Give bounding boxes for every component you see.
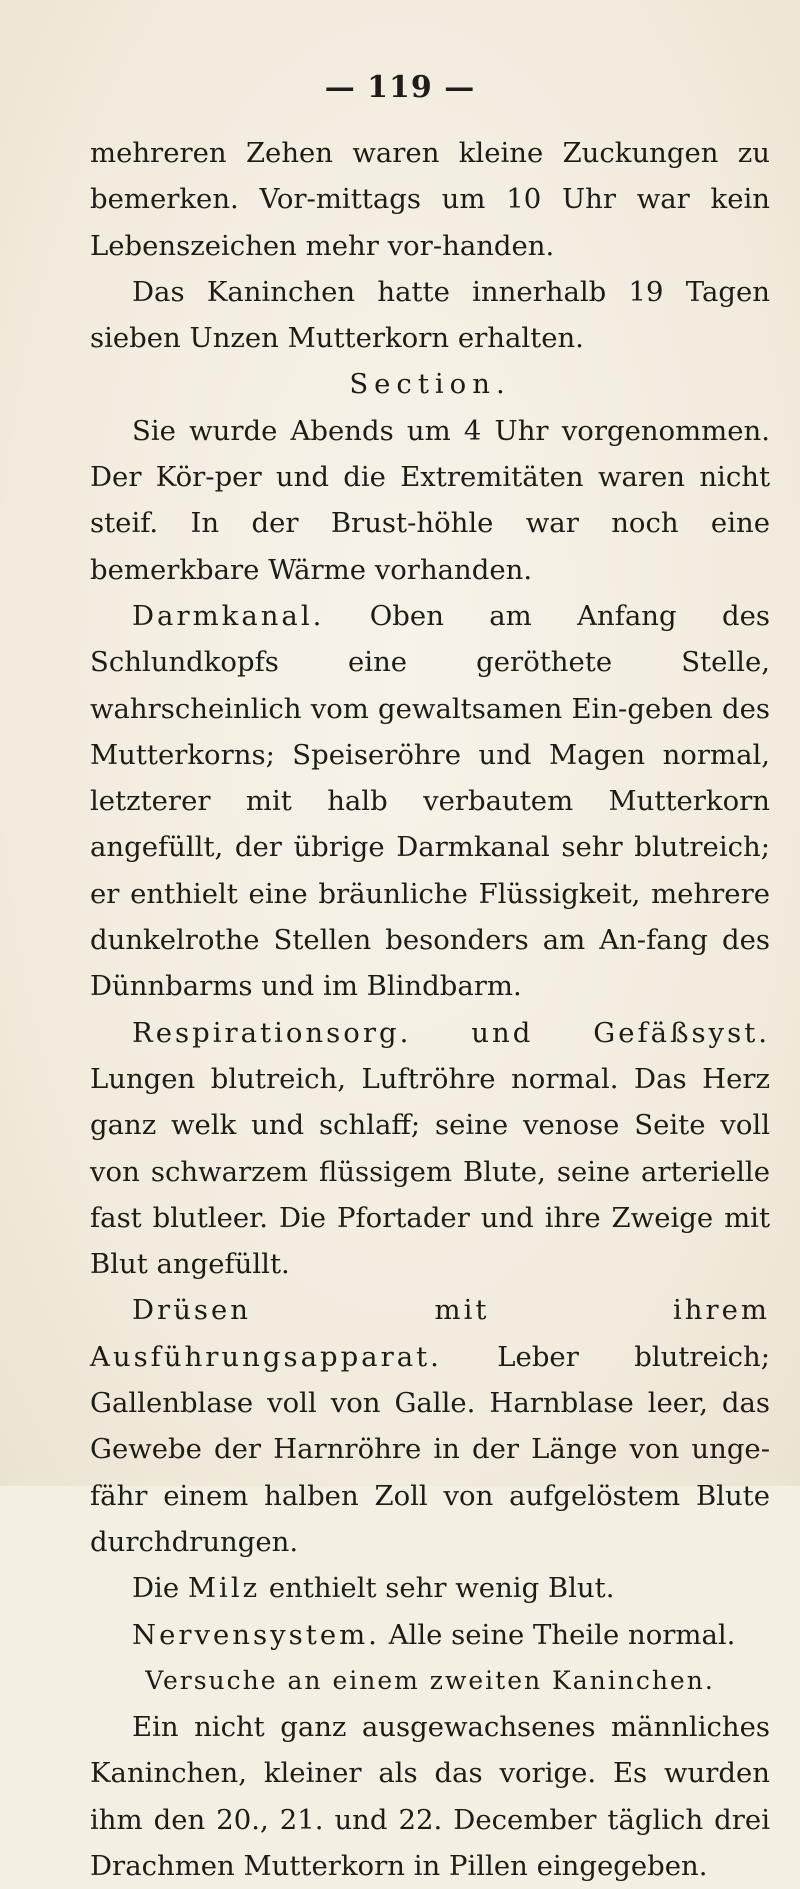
respiration-text: Lungen blutreich, Luftröhre normal. Das Herz ganz welk und schlaff; seine venose Seite voll von schwarzem flüssigem Blute, seine arterielle fast blutleer. Die Pfortader und ihre Zweige mit Blut angefüllt.: [90, 1062, 770, 1281]
nerven-heading: Nervensystem.: [132, 1618, 380, 1651]
milz-paragraph: [90, 1565, 770, 1611]
respiration-paragraph: [90, 1010, 770, 1288]
darmkanal-paragraph: [90, 593, 770, 1010]
druesen-text: Leber blutreich; Gallenblase voll von Galle. Harnblase leer, das Gewebe der Harnröhre in der Länge von unge-fähr einem halben Zoll von aufgelöstem Blute durchdrungen.: [90, 1340, 770, 1558]
nerven-text: Alle seine Theile normal.: [388, 1618, 736, 1651]
paragraph: Das Kaninchen hatte innerhalb 19 Tagen sieben Unzen Mutterkorn erhalten.: [90, 275, 770, 355]
page-number: — 119 —: [324, 70, 476, 105]
darmkanal-heading: Darmkanal.: [132, 599, 325, 632]
experiment-text: Ein nicht ganz ausgewachsenes männliches Kaninchen, kleiner als das vorige. Es wurden ihm den 20., 21. und 22. December täglich drei Drachmen Mutterkorn in Pillen eingegeben.: [90, 1711, 770, 1882]
page-text: [90, 130, 770, 1889]
section-heading: Section.: [349, 368, 511, 401]
milz-text: enthielt sehr wenig Blut.: [268, 1572, 615, 1605]
paragraph: mehreren Zehen waren kleine Zuckungen zu bemerken. Vor-mittags um 10 Uhr war kein Lebenszeichen mehr vor-handen.: [90, 137, 770, 262]
section-intro: Sie wurde Abends um 4 Uhr vorgenommen. Der Kör-per und die Extremitäten waren nicht steif. In der Brust-höhle war noch eine bemerkbare Wärme vorhanden.: [90, 414, 770, 586]
respiration-heading: Respirationsorg. und Gefäßsyst.: [132, 1016, 770, 1049]
milz-heading: Milz: [187, 1572, 261, 1605]
experiment-heading: Versuche an einem zweiten Kaninchen.: [145, 1665, 715, 1695]
darmkanal-text: Oben am Anfang des Schlundkopfs eine geröthete Stelle, wahrscheinlich vom gewaltsamen Ein-geben des Mutterkorns; Speiseröhre und Magen normal, letzterer mit halb verbautem Mutterkorn angefüllt, der übrige Darmkanal sehr blutreich; er enthielt eine bräunliche Flüssigkeit, mehrere dunkelrothe Stellen besonders am An-fang des Dünnbarms und im Blindbarm.: [90, 599, 770, 1003]
nerven-paragraph: [90, 1612, 770, 1658]
milz-prefix: Die: [132, 1572, 180, 1605]
druesen-heading: Drüsen mit ihrem Ausführungsapparat.: [90, 1294, 770, 1373]
druesen-paragraph: [90, 1287, 770, 1565]
